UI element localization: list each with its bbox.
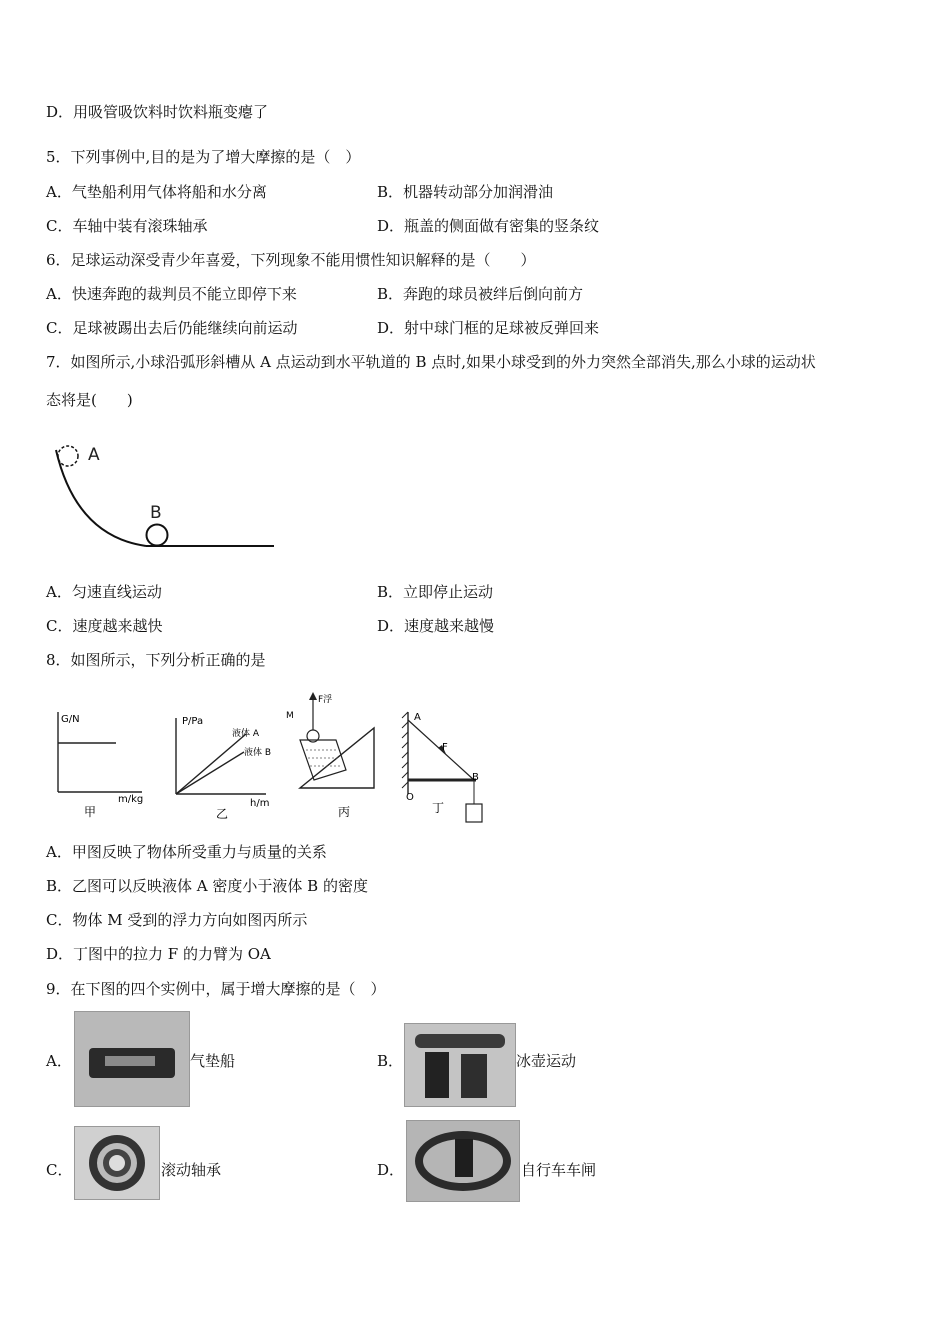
q7-option-b: B．立即停止运动	[377, 583, 494, 601]
q6-option-a: A．快速奔跑的裁判员不能立即停下来	[46, 285, 297, 303]
q8-figures	[46, 688, 506, 828]
point-b-label: B	[150, 503, 162, 523]
jia-xlabel: m/kg	[118, 794, 144, 805]
q5-option-b: B．机器转动部分加润滑油	[377, 183, 554, 201]
q8-option-d: D．丁图中的拉力 F 的力臂为 OA	[46, 945, 271, 963]
q9-stem: 9．在下图的四个实例中，属于增大摩擦的是（ ）	[46, 980, 386, 998]
yi-xlabel: h/m	[250, 798, 270, 809]
ding-force-f: F	[442, 742, 448, 753]
jia-ylabel: G/N	[61, 714, 80, 725]
q5-option-c: C．车轴中装有滚珠轴承	[46, 217, 208, 235]
bing-force-label: F浮	[318, 695, 333, 705]
q8-option-b: B．乙图可以反映液体 A 密度小于液体 B 的密度	[46, 877, 368, 895]
q9-option-c-text: 滚动轴承	[161, 1161, 222, 1179]
q8-stem: 8．如图所示，下列分析正确的是	[46, 651, 266, 669]
figure-yi	[176, 716, 271, 821]
q7-stem-line1: 7．如图所示,小球沿弧形斜槽从 A 点运动到水平轨道的 B 点时,如果小球受到的外力突然全部消失,那么小球的运动状	[46, 353, 816, 371]
q7-option-d: D．速度越来越慢	[377, 617, 495, 635]
jia-caption: 甲	[84, 805, 97, 819]
hovercraft-photo	[74, 1011, 190, 1107]
q9-option-a-text: 气垫船	[190, 1052, 236, 1070]
q6-option-b: B．奔跑的球员被绊后倒向前方	[377, 285, 584, 303]
q7-stem-line2: 态将是( )	[46, 391, 133, 409]
q4-option-d: D．用吸管吸饮料时饮料瓶变瘪了	[46, 103, 269, 121]
figure-jia	[58, 712, 143, 819]
q9-option-a-letter: A．	[46, 1052, 72, 1070]
ding-point-o: O	[406, 792, 414, 803]
q9-option-c-letter: C．	[46, 1161, 73, 1179]
yi-line-a-label: 液体 A	[232, 729, 260, 739]
q9-option-d-letter: D．	[377, 1161, 405, 1179]
q9-option-b-letter: B．	[377, 1052, 404, 1070]
yi-line-b-label: 液体 B	[244, 748, 272, 758]
q7-option-a: A．匀速直线运动	[46, 583, 162, 601]
ball-at-a-icon	[58, 446, 78, 466]
bicycle-brake-photo	[406, 1120, 520, 1202]
q6-option-c: C．足球被踢出去后仍能继续向前运动	[46, 319, 298, 337]
q7-option-c: C．速度越来越快	[46, 617, 163, 635]
ding-point-b: B	[472, 772, 479, 783]
ding-weight-icon	[466, 804, 482, 822]
figure-bing	[286, 692, 374, 819]
q5-option-a: A．气垫船利用气体将船和水分离	[46, 183, 267, 201]
ball-at-b-icon	[147, 525, 168, 546]
bing-caption: 丙	[338, 805, 351, 819]
q8-option-c: C．物体 M 受到的浮力方向如图丙所示	[46, 911, 308, 929]
yi-caption: 乙	[216, 807, 229, 821]
q6-stem: 6．足球运动深受青少年喜爱，下列现象不能用惯性知识解释的是（ ）	[46, 251, 536, 269]
q6-option-d: D．射中球门框的足球被反弹回来	[377, 319, 600, 337]
q5-option-d: D．瓶盖的侧面做有密集的竖条纹	[377, 217, 600, 235]
q7-track-figure	[46, 436, 286, 556]
roller-bearing-photo	[74, 1126, 160, 1200]
q9-option-d-text: 自行车车闸	[521, 1161, 597, 1179]
yi-ylabel: P/Pa	[182, 716, 204, 727]
bing-mass-label: M	[286, 711, 294, 721]
ding-caption: 丁	[432, 801, 445, 815]
point-a-label: A	[88, 445, 100, 465]
figure-ding	[402, 712, 482, 822]
ding-point-a: A	[414, 712, 421, 723]
q8-option-a: A．甲图反映了物体所受重力与质量的关系	[46, 843, 327, 861]
q9-option-b-text: 冰壶运动	[516, 1052, 577, 1070]
q5-stem: 5．下列事例中,目的是为了增大摩擦的是（ ）	[46, 148, 361, 166]
curved-ramp	[56, 450, 146, 546]
curling-photo	[404, 1023, 516, 1107]
